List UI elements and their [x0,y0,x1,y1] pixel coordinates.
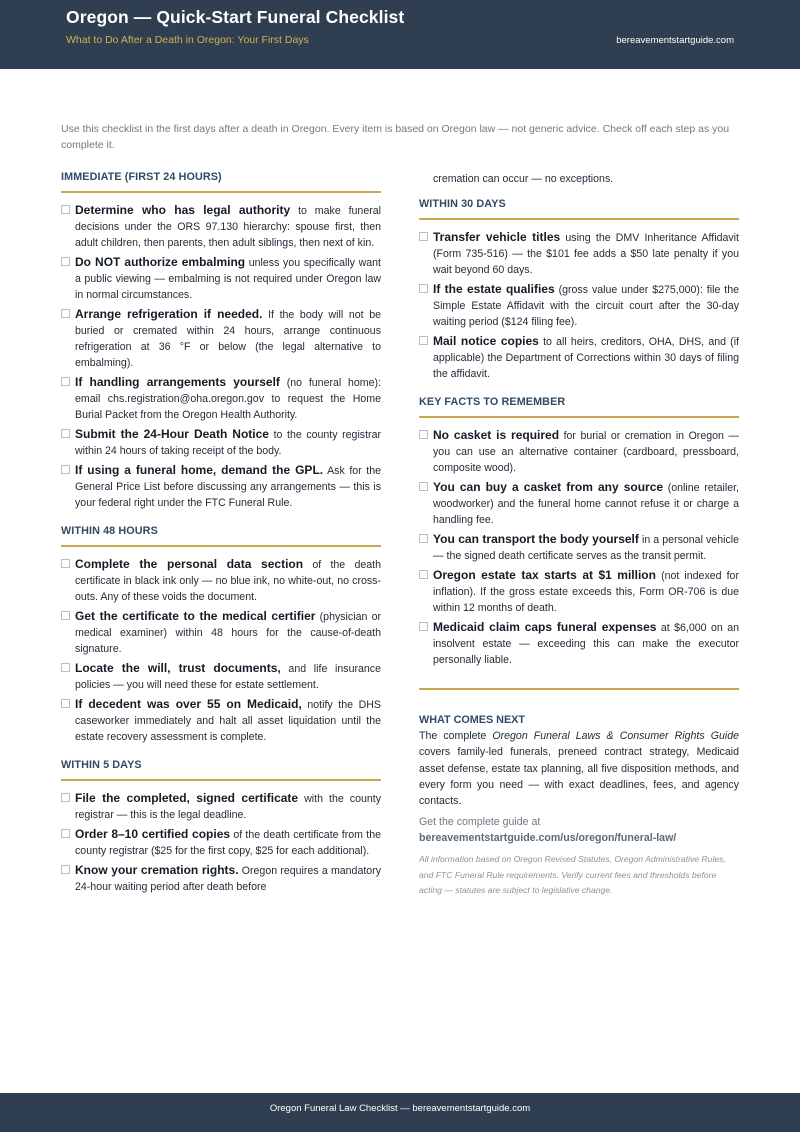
checklist-item[interactable] [419,619,739,668]
item-lead: You can buy a casket from any source [433,480,664,494]
checklist-item[interactable] [419,333,739,382]
item-lead: Arrange refrigeration if needed. [75,307,263,321]
item-lead: Get the certificate to the medical certifier [75,609,316,623]
item-text: (no funeral home): email chs.registration@oha.oregon.gov to request the Home Burial Packet from the Oregon Health Authority. [75,377,381,421]
header-site-link[interactable]: bereavementstartguide.com [616,35,734,46]
checkbox[interactable] [61,309,70,318]
checkbox[interactable] [419,482,428,491]
section-divider [419,218,739,220]
checklist-item[interactable] [419,479,739,528]
disclaimer-text: All information based on Oregon Revised Statutes, Oregon Administrative Rules, and FTC Funeral Rule requirements. Verify current fees and thresholds before acting — statutes are subject to legislative change. [419,854,726,896]
item-lead: Know your cremation rights. [75,863,239,877]
checkbox[interactable] [419,534,428,543]
item-lead: If the estate qualifies [433,282,555,296]
item-text: with the county registrar — this is the legal deadline. [75,793,381,821]
item-text: to all heirs, creditors, OHA, DHS, and (if applicable) the Department of Corrections within 30 days of filing the affidavit. [433,336,740,380]
checkbox[interactable] [61,865,70,874]
item-lead: Order 8–10 certified copies [75,827,231,841]
checklist-item[interactable] [61,254,381,303]
checkbox[interactable] [61,257,70,266]
footer-text: Oregon Funeral Law Checklist — bereavementstartguide.com [269,1103,531,1114]
item-text: (gross value under $275,000): file the Simple Estate Affidavit with the circuit court after the 30-day waiting period ($124 filing fee). [433,284,740,328]
item-lead: No casket is required [433,428,560,442]
item-text: Oregon requires a mandatory 24-hour waiting period after death before [75,865,381,893]
checklist-5-days [61,790,381,895]
section-heading-48-hours: WITHIN 48 HOURS [61,525,158,537]
item-text: for burial or cremation in Oregon — you can use an alternative container (cardboard, pressboard, composite wood). [433,430,739,474]
item-text: of the death certificate in black ink only — no blue ink, no white-out, no cross-outs. Any of these voids the document. [75,559,381,603]
checklist-item[interactable] [61,660,381,693]
checklist-key-facts [419,427,739,668]
checklist-30-days [419,229,739,382]
item-text: at $6,000 on an insolvent estate — exceeding this can make the executor personally liable. [433,622,739,666]
checkbox[interactable] [61,829,70,838]
checkbox[interactable] [61,663,70,672]
checklist-item[interactable] [61,426,381,459]
checkbox[interactable] [61,793,70,802]
item-text: (online retailer, woodworker) and the funeral home cannot refuse it or charge a handling fee. [433,482,739,526]
item-text: unless you specifically want a public viewing — embalming is not required under Oregon law in normal circumstances. [75,257,381,301]
checklist-item[interactable] [61,202,381,251]
page-header [0,0,800,69]
section-heading-immediate: IMMEDIATE (FIRST 24 HOURS) [61,171,222,183]
item-text: notify the DHS caseworker immediately and halt all asset liquidation until the estate recovery assessment is complete. [75,699,381,743]
checkbox[interactable] [419,284,428,293]
checklist-item[interactable] [419,281,739,330]
what-comes-next-heading: WHAT COMES NEXT [419,714,525,726]
checklist-48-hours [61,556,381,745]
what-comes-next-body [419,728,739,809]
item-text: and life insurance policies — you will need these for estate settlement. [75,663,381,691]
checkbox[interactable] [61,465,70,474]
section-divider [419,688,739,690]
section-divider [61,779,381,781]
checkbox[interactable] [419,430,428,439]
item-text: Ask for the General Price List before discussing any arrangements — this is your federal right under the FTC Funeral Rule. [75,465,382,509]
checkbox[interactable] [61,429,70,438]
section-heading-5-days: WITHIN 5 DAYS [61,759,142,771]
checklist-immediate [61,202,381,511]
item-text: in a personal vehicle — the signed death certificate serves as the transit permit. [433,534,739,562]
item-text: (not indexed for inflation). If the gross estate exceeds this, Form OR-706 is due within 12 months of death. [433,570,739,614]
section-heading-30-days: WITHIN 30 DAYS [419,198,506,210]
checkbox[interactable] [61,611,70,620]
checklist-item[interactable] [61,696,381,745]
guide-title: Oregon Funeral Laws & Consumer Rights Guide [492,730,739,742]
page-subtitle: What to Do After a Death in Oregon: Your First Days [66,34,309,46]
checklist-item[interactable] [61,374,381,423]
item-lead: You can transport the body yourself [433,532,639,546]
item-text: If the body will not be buried or cremated within 24 hours, arrange continuous refrigeration at 36 °F or below (the legal alternative to embalming). [75,309,381,369]
item-lead: If handling arrangements yourself [75,375,280,389]
item-lead: Medicaid claim caps funeral expenses [433,620,657,634]
checklist-item[interactable] [61,862,381,895]
checkbox[interactable] [61,205,70,214]
checkbox[interactable] [419,570,428,579]
item-lead: Oregon estate tax starts at $1 million [433,568,656,582]
checklist-item[interactable] [61,556,381,605]
item-lead: Submit the 24-Hour Death Notice [75,427,269,441]
checkbox[interactable] [419,622,428,631]
checkbox[interactable] [61,699,70,708]
get-guide-label: Get the complete guide at [419,816,541,829]
intro-text: Use this checklist in the first days after a death in Oregon. Every item is based on Oregon law — not generic advice. Check off each step as you complete it. [61,123,730,151]
item-lead: Determine who has legal authority [75,203,291,217]
checkbox[interactable] [61,559,70,568]
checklist-item[interactable] [419,229,739,278]
checkbox[interactable] [419,336,428,345]
item-text: of the death certificate from the county registrar ($25 for the first copy, $25 for each additional). [75,829,381,857]
body-text: covers family-led funerals, preneed contract strategy, Medicaid asset defense, estate tax planning, all five disposition methods, and every form you need — with exact deadlines, fees, and agency contacts. [419,746,739,808]
item-lead: Do NOT authorize embalming [75,255,246,269]
item-text: to the county registrar within 24 hours of taking receipt of the body. [75,429,381,457]
right-column [419,171,739,899]
checklist-item[interactable] [61,306,381,371]
checklist-item[interactable] [419,427,739,476]
section-divider [61,191,381,193]
guide-url-link[interactable]: bereavementstartguide.com/us/oregon/funeral-law/ [419,832,677,845]
item-lead: Mail notice copies [433,334,539,348]
checklist-item[interactable] [419,567,739,616]
body-text: The complete [419,730,493,742]
page-title: Oregon — Quick-Start Funeral Checklist [66,7,405,27]
item-lead: If decedent was over 55 on Medicaid, [75,697,302,711]
checklist-item[interactable] [61,608,381,657]
item-lead: Complete the personal data section [75,557,304,571]
checklist-item[interactable] [61,790,381,823]
section-heading-key-facts: KEY FACTS TO REMEMBER [419,396,566,408]
item-text: using the DMV Inheritance Affidavit (Form 735-516) — the $101 fee adds a $50 late penalty if you wait beyond 60 days. [433,232,739,276]
checkbox[interactable] [61,377,70,386]
item-text: (physician or medical examiner) within 48 hours for the cause-of-death signature. [75,611,381,655]
left-column [61,171,381,898]
item-continuation: cremation can occur — no exceptions. [433,173,614,185]
item-lead: If using a funeral home, demand the GPL. [75,463,324,477]
item-lead: Transfer vehicle titles [433,230,561,244]
checklist-item[interactable] [419,531,739,564]
checklist-item[interactable] [61,462,381,511]
item-lead: Locate the will, trust documents, [75,661,281,675]
checkbox[interactable] [419,232,428,241]
section-divider [61,545,381,547]
section-divider [419,416,739,418]
checklist-item[interactable] [61,826,381,859]
page-footer [0,1093,800,1132]
item-lead: File the completed, signed certificate [75,791,299,805]
item-text: to make funeral decisions under the ORS 97.130 hierarchy: spouse first, then adult children, then parents, then adult siblings, then next of kin. [75,205,381,249]
